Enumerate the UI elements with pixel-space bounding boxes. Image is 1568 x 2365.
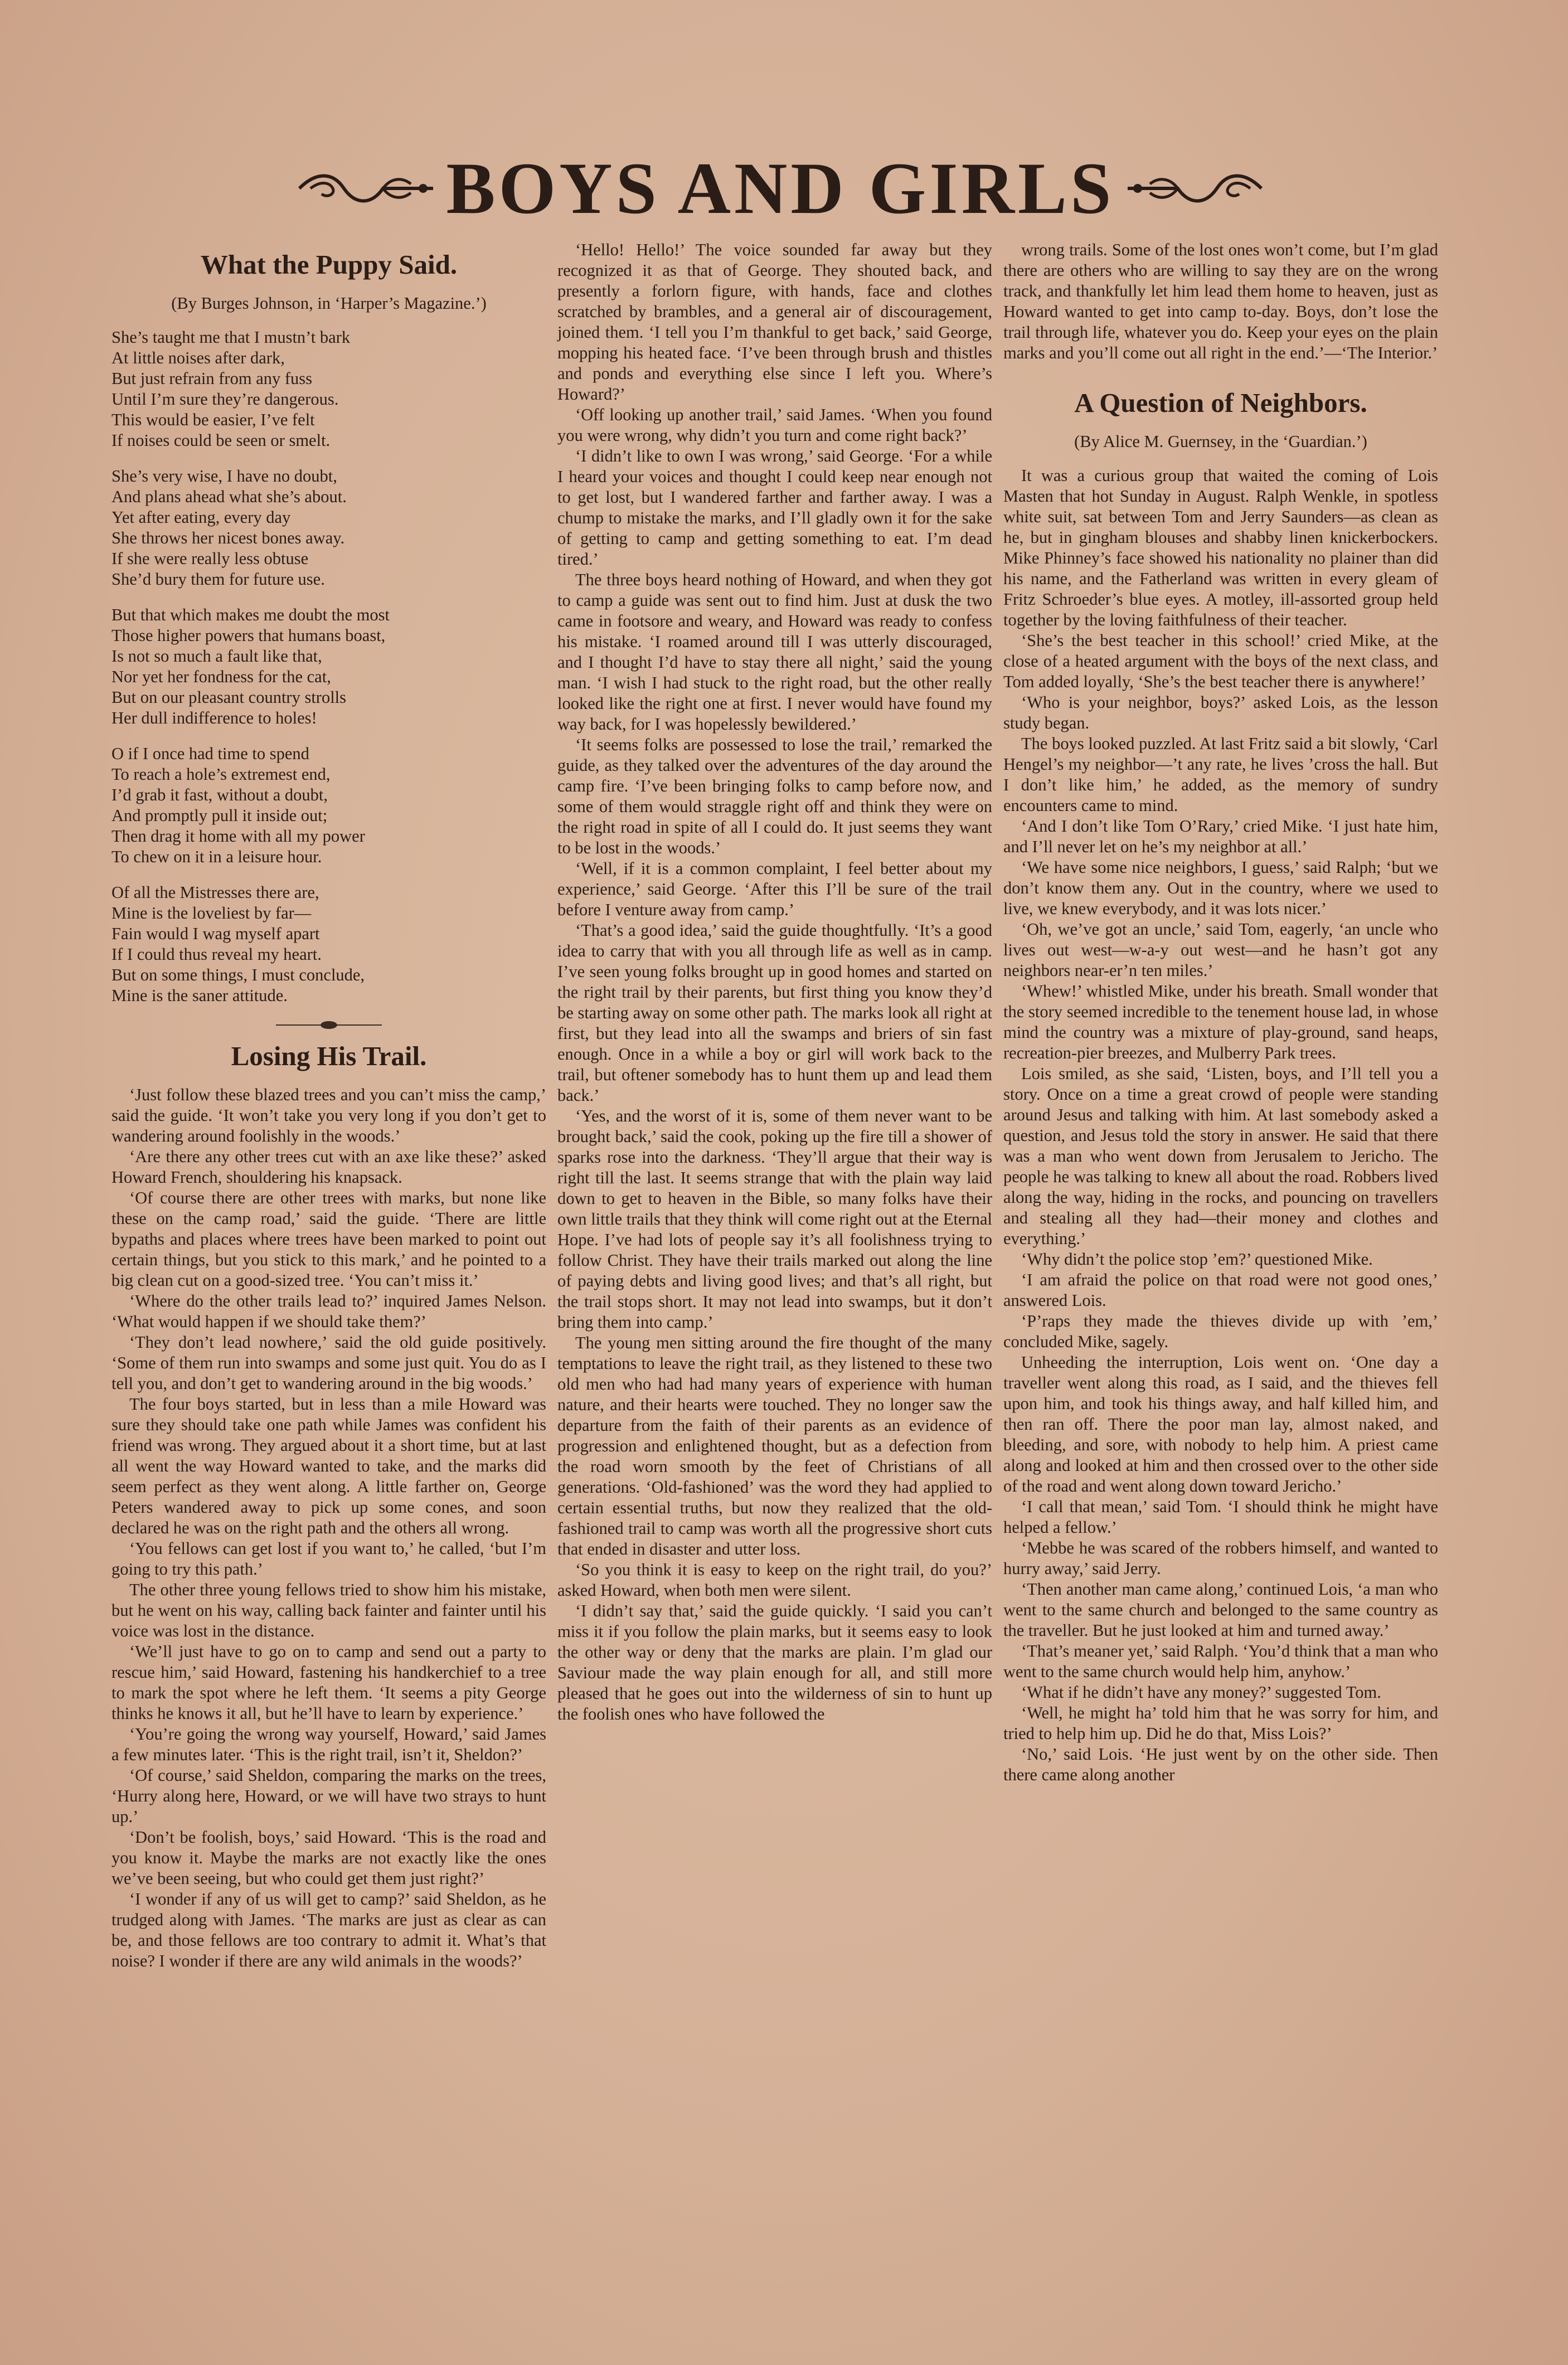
verse-line: Yet after eating, every day <box>111 508 291 527</box>
paragraph: ‘Hello! Hello!’ The voice sounded far away but they recognized it as that of George. They shouted back, and presently a forlorn figure, with hands, face and clothes scratched by brambles, and a general air of discouragement, joined them. ‘I tell you I’m thankful to get back,’ said George, mopping his heated face. ‘I’ve been through brush and thistles and ponds and everything else since I left you. Where’s Howard?’ <box>557 240 992 404</box>
story-body-continued <box>557 240 992 1725</box>
masthead <box>240 149 1321 227</box>
verse-line: But on some things, I must conclude, <box>111 965 365 984</box>
paragraph: Unheeding the interruption, Lois went on. ‘One day a traveller went along this road, as I said, and the thieves fell upon him, and took his things away, and half killed him, and then ran off. There the poor man lay, almost naked, and bleeding, and sore, with nobody to help him. A priest came along and looked at him and then crossed over to the other side of the road and went along down toward Jericho.’ <box>1003 1353 1438 1495</box>
column-2 <box>557 240 992 1725</box>
paragraph: ‘That’s a good idea,’ said the guide thoughtfully. ‘It’s a good idea to carry that with you all through life as well as in camp. I’ve seen young folks brought up in good homes and started on the right trail by their parents, but first thing you know they’d be starting away on some other path. The marks look all right at first, but they lead into all the swamps and briers of sin fast enough. Once in a while a boy or girl will work back to the trail, but oftener somebody has to hunt them up and lead them back.’ <box>557 921 992 1105</box>
verse-line: Then drag it home with all my power <box>111 827 365 846</box>
verse-line: To chew on it in a leisure hour. <box>111 847 322 866</box>
paragraph: ‘P’raps they made the thieves divide up with ’em,’ concluded Mike, sagely. <box>1003 1312 1438 1351</box>
paragraph: ‘No,’ said Lois. ‘He just went by on the other side. Then there came along another <box>1003 1745 1438 1784</box>
paragraph: ‘Well, if it is a common complaint, I feel better about my experience,’ said George. ‘After this I’ll be sure of the trail before I venture away from camp.’ <box>557 859 992 919</box>
story-byline-neighbors: (By Alice M. Guernsey, in the ‘Guardian.’) <box>1074 432 1367 451</box>
verse-line: If noises could be seen or smelt. <box>111 431 331 450</box>
verse-line: She’s very wise, I have no doubt, <box>111 467 337 485</box>
paragraph: ‘Mebbe he was scared of the robbers himself, and wanted to hurry away,’ said Jerry. <box>1003 1538 1438 1578</box>
paragraph: Lois smiled, as she said, ‘Listen, boys, and I’ll tell you a story. Once on a time a great crowd of people were standing around Jesus and talking with him. At last somebody asked a question, and Jesus told the story in answer. He said that there was a man who went down from Jerusalem to Jericho. The people he was talking to knew all about the road. Robbers lived along the way, hiding in the rocks, and pouncing on travellers and stealing all they had—their money and clothes and everything.’ <box>1003 1064 1438 1248</box>
verse-line: At little noises after dark, <box>111 348 285 367</box>
paragraph: ‘What if he didn’t have any money?’ suggested Tom. <box>1021 1683 1381 1702</box>
stanza <box>111 882 546 1006</box>
story-body <box>111 1085 546 1971</box>
verse-line: Her dull indifference to holes! <box>111 708 317 727</box>
story-body-neighbors <box>1003 465 1438 1785</box>
verse-line: But just refrain from any fuss <box>111 369 312 388</box>
paragraph: ‘We’ll just have to go on to camp and send out a party to rescue him,’ said Howard, fastening his handkerchief to a tree to mark the spot where he left them. ‘It seems a pity George thinks he knows it all, but he’ll have to learn by experience.’ <box>111 1642 546 1723</box>
verse-line: But on our pleasant country strolls <box>111 688 347 707</box>
poem-byline: (By Burges Johnson, in ‘Harper’s Magazine.’) <box>171 294 487 313</box>
verse-line: Is not so much a fault like that, <box>111 647 322 666</box>
scroll-ornament-left-icon <box>294 166 439 211</box>
paragraph: ‘Where do the other trails lead to?’ inquired James Nelson. ‘What would happen if we should take them?’ <box>111 1291 546 1331</box>
verse-line: I’d grab it fast, without a doubt, <box>111 785 328 804</box>
stanza <box>111 605 546 729</box>
paragraph: The four boys started, but in less than a mile Howard was sure they should take one path while James was confident his friend was wrong. They argued about it a short time, but at last all went the way Howard wanted to take, and the marks did seem perfect as they went along. A little farther on, George Peters wandered away to pick up some cones, and soon declared he was on the right path and the others all wrong. <box>111 1395 546 1537</box>
column-3 <box>1003 240 1438 1785</box>
section-title: BOYS AND GIRLS <box>446 147 1115 229</box>
verse-line: And plans ahead what she’s about. <box>111 487 347 506</box>
paragraph: ‘Oh, we’ve got an uncle,’ said Tom, eagerly, ‘an uncle who lives out west—w-a-y out west—and he hasn’t got any neighbors near-er’n ten miles.’ <box>1003 920 1438 980</box>
paragraph: ‘I call that mean,’ said Tom. ‘I should think he might have helped a fellow.’ <box>1003 1497 1438 1537</box>
stanza <box>111 327 546 451</box>
paragraph: ‘They don’t lead nowhere,’ said the old guide positively. ‘Some of them run into swamps and some just quit. You do as I tell you, and don’t get to wandering around in the big woods.’ <box>111 1333 546 1393</box>
paragraph: ‘Whew!’ whistled Mike, under his breath. Small wonder that the story seemed incredible to the tenement house lad, in whose mind the country was a mixture of play-ground, sand heaps, recreation-pier breezes, and Mulberry Park trees. <box>1003 982 1438 1062</box>
paragraph: The other three young fellows tried to show him his mistake, but he went on his way, calling back fainter and fainter until his voice was lost in the distance. <box>111 1580 546 1640</box>
paragraph: ‘Then another man came along,’ continued Lois, ‘a man who went to the same church and belonged to the same country as the traveller. But he just looked at him and turned away.’ <box>1003 1580 1438 1640</box>
paragraph: ‘I didn’t say that,’ said the guide quickly. ‘I said you can’t miss it if you follow the plain marks, but it seems easy to look the other way or deny that the marks are plain. I’m glad our Saviour made the way plain enough for all, and still more pleased that he goes out into the wilderness of sin to hunt up the foolish ones who have followed the <box>557 1601 992 1723</box>
verse-line: And promptly pull it inside out; <box>111 806 328 825</box>
paragraph: ‘That’s meaner yet,’ said Ralph. ‘You’d think that a man who went to the same church would help him, anyhow.’ <box>1003 1642 1438 1681</box>
verse-line: She throws her nicest bones away. <box>111 528 345 547</box>
paragraph: wrong trails. Some of the lost ones won’t come, but I’m glad there are others who are willing to say they are on the wrong track, and thankfully let him lead them home to heaven, just as Howard wanted to get into camp to-day. Boys, don’t lose the trail through life, whatever you do. Keep your eyes on the plain marks and you’ll come out all right in the end.’—‘The Interior.’ <box>1003 240 1438 362</box>
verse-line: Mine is the saner attitude. <box>111 986 288 1005</box>
poem-stanzas <box>111 327 546 1006</box>
paragraph: ‘So you think it is easy to keep on the right trail, do you?’ asked Howard, when both men were silent. <box>557 1560 992 1600</box>
verse-line: This would be easier, I’ve felt <box>111 410 315 429</box>
paragraph: ‘And I don’t like Tom O’Rary,’ cried Mike. ‘I just hate him, and I’ll never let on he’s my neighbor at all.’ <box>1003 817 1438 856</box>
column-1 <box>111 240 546 1971</box>
verse-line: If she were really less obtuse <box>111 549 309 568</box>
verse-line: Until I’m sure they’re dangerous. <box>111 390 339 409</box>
paragraph: ‘I wonder if any of us will get to camp?’ said Sheldon, as he trudged along with James. ‘The marks are just as clear as can be, and those fellows are too contrary to admit it. What’s that noise? I wonder if there are any wild animals in the woods?’ <box>111 1890 546 1970</box>
paragraph: ‘Off looking up another trail,’ said James. ‘When you found you were wrong, why didn’t you turn and come right back?’ <box>557 405 992 445</box>
paragraph: ‘Just follow these blazed trees and you can’t miss the camp,’ said the guide. ‘It won’t take you very long if you don’t get to wandering around foolishly in the woods.’ <box>111 1085 546 1145</box>
paragraph: ‘It seems folks are possessed to lose the trail,’ remarked the guide, as they talked over the adventures of the day around the camp fire. ‘I’ve been bringing folks to camp before now, and some of them would straggle right off and think they were on the right road in spite of all I could do. It just seems they want to be lost in the woods.’ <box>557 735 992 857</box>
paragraph: ‘Of course there are other trees with marks, but none like these on the camp road,’ said the guide. ‘There are little bypaths and places where trees have been marked to point out certain things, but you stick to this mark,’ and he pointed to a big clean cut on a good-sized tree. ‘You can’t miss it.’ <box>111 1188 546 1290</box>
paragraph: ‘Of course,’ said Sheldon, comparing the marks on the trees, ‘Hurry along here, Howard, or we will have two strays to hunt up.’ <box>111 1766 546 1826</box>
paragraph: The three boys heard nothing of Howard, and when they got to camp a guide was sent out to find him. Just at dusk the two came in footsore and weary, and Howard was ready to confess his mistake. ‘I roamed around till I was utterly discouraged, and I thought I’d have to stay there all night,’ said the young man. ‘I wish I had stuck to the right road, but the other really looked like the right one at first. I never would have found my way back, for I was hopelessly bewildered.’ <box>557 570 992 734</box>
story-title-neighbors: A Question of Neighbors. <box>1074 387 1367 418</box>
paragraph: It was a curious group that waited the coming of Lois Masten that hot Sunday in August. Ralph Wenkle, in spotless white suit, sat between Tom and Jerry Saunders—as clean as he, but in gingham blouses and shabby linen knickerbockers. Mike Phinney’s face showed his nationality no plainer than did his name, and the Fatherland was written in every gleam of Fritz Schroeder’s blue eyes. A motley, ill-assorted group held together by the loving faithfulness of their teacher. <box>1003 466 1438 629</box>
scroll-ornament-right-icon <box>1122 166 1267 211</box>
story-body-ending <box>1003 240 1438 363</box>
stanza <box>111 744 546 867</box>
verse-line: Mine is the loveliest by far— <box>111 904 312 922</box>
story-title: Losing His Trail. <box>231 1041 427 1071</box>
paragraph: ‘Well, he might ha’ told him that he was sorry for him, and tried to help him up. Did he do that, Miss Lois?’ <box>1003 1703 1438 1743</box>
paragraph: ‘She’s the best teacher in this school!’ cried Mike, at the close of a heated argument with the boys of the next class, and Tom added loyally, ‘She’s the best teacher there is anywhere!’ <box>1003 631 1438 691</box>
stanza <box>111 466 546 590</box>
paragraph: ‘Yes, and the worst of it is, some of them never want to be brought back,’ said the cook, poking up the fire till a shower of sparks rose into the darkness. ‘They’ll argue that their way is right till the last. It seems strange that with the plain way laid down to get to heaven in the Bible, so many folks have their own little trails that they think will come right out at the Eternal Hope. I’ve had lots of people say it’s all foolishness trying to follow Christ. They have their trails marked out along the line of paying debts and living good lives; and that’s all right, but the trail stops short. It may not lead into swamps, but it don’t bring them into camp.’ <box>557 1106 992 1332</box>
verse-line: Of all the Mistresses there are, <box>111 883 319 902</box>
verse-line: Fain would I wag myself apart <box>111 924 320 943</box>
paragraph: The young men sitting around the fire thought of the many temptations to leave the right trail, as they listened to these two old men who had had many years of experience with human nature, and their hearts were touched. They no longer saw the departure from the faith of their parents as an evidence of progression and enlightened thought, but as a defection from the road worn smooth by the feet of Christians of all generations. ‘Old-fashioned’ was the word they had applied to certain essential truths, but now they realized that the old-fashioned trail to camp was worth all the progressive short cuts that ended in disaster and utter loss. <box>557 1333 992 1558</box>
poem-title: What the Puppy Said. <box>200 249 458 280</box>
paragraph: ‘You fellows can get lost if you want to,’ he called, ‘but I’m going to try this path.’ <box>111 1539 546 1579</box>
paragraph: The boys looked puzzled. At last Fritz said a bit slowly, ‘Carl Hengel’s my neighbor—’t any rate, he lives ’cross the hall. But I don’t like him,’ he added, as the memory of sundry encounters came to mind. <box>1003 734 1438 815</box>
verse-line: O if I once had time to spend <box>111 744 309 763</box>
paragraph: ‘Don’t be foolish, boys,’ said Howard. ‘This is the road and you know it. Maybe the marks are not exactly like the ones we’ve been seeing, but who could get them just right?’ <box>111 1828 546 1888</box>
section-divider <box>276 1021 382 1029</box>
paragraph: ‘I didn’t like to own I was wrong,’ said George. ‘For a while I heard your voices and thought I could keep near enough not to get lost, but I wandered farther and farther away. I was a chump to mistake the marks, and I’ll gladly own it for the sake of getting to camp and getting something to eat. I’m dead tired.’ <box>557 446 992 569</box>
verse-line: She’d bury them for future use. <box>111 570 325 589</box>
paragraph: ‘You’re going the wrong way yourself, Howard,’ said James a few minutes later. ‘This is the right trail, isn’t it, Sheldon?’ <box>111 1725 546 1764</box>
paragraph: ‘I am afraid the police on that road were not good ones,’ answered Lois. <box>1003 1270 1438 1310</box>
verse-line: To reach a hole’s extremest end, <box>111 765 331 784</box>
paragraph: ‘Why didn’t the police stop ’em?’ questioned Mike. <box>1021 1250 1373 1269</box>
paragraph: ‘Who is your neighbor, boys?’ asked Lois, as the lesson study began. <box>1003 693 1438 732</box>
verse-line: Nor yet her fondness for the cat, <box>111 667 331 686</box>
verse-line: She’s taught me that I mustn’t bark <box>111 328 351 347</box>
verse-line: But that which makes me doubt the most <box>111 605 390 624</box>
paragraph: ‘Are there any other trees cut with an axe like these?’ asked Howard French, shouldering his knapsack. <box>111 1147 546 1187</box>
paragraph: ‘We have some nice neighbors, I guess,’ said Ralph; ‘but we don’t know them any. Out in the country, where we used to live, we knew everybody, and it was lots nicer.’ <box>1003 858 1438 918</box>
verse-line: If I could thus reveal my heart. <box>111 945 322 964</box>
verse-line: Those higher powers that humans boast, <box>111 626 386 645</box>
